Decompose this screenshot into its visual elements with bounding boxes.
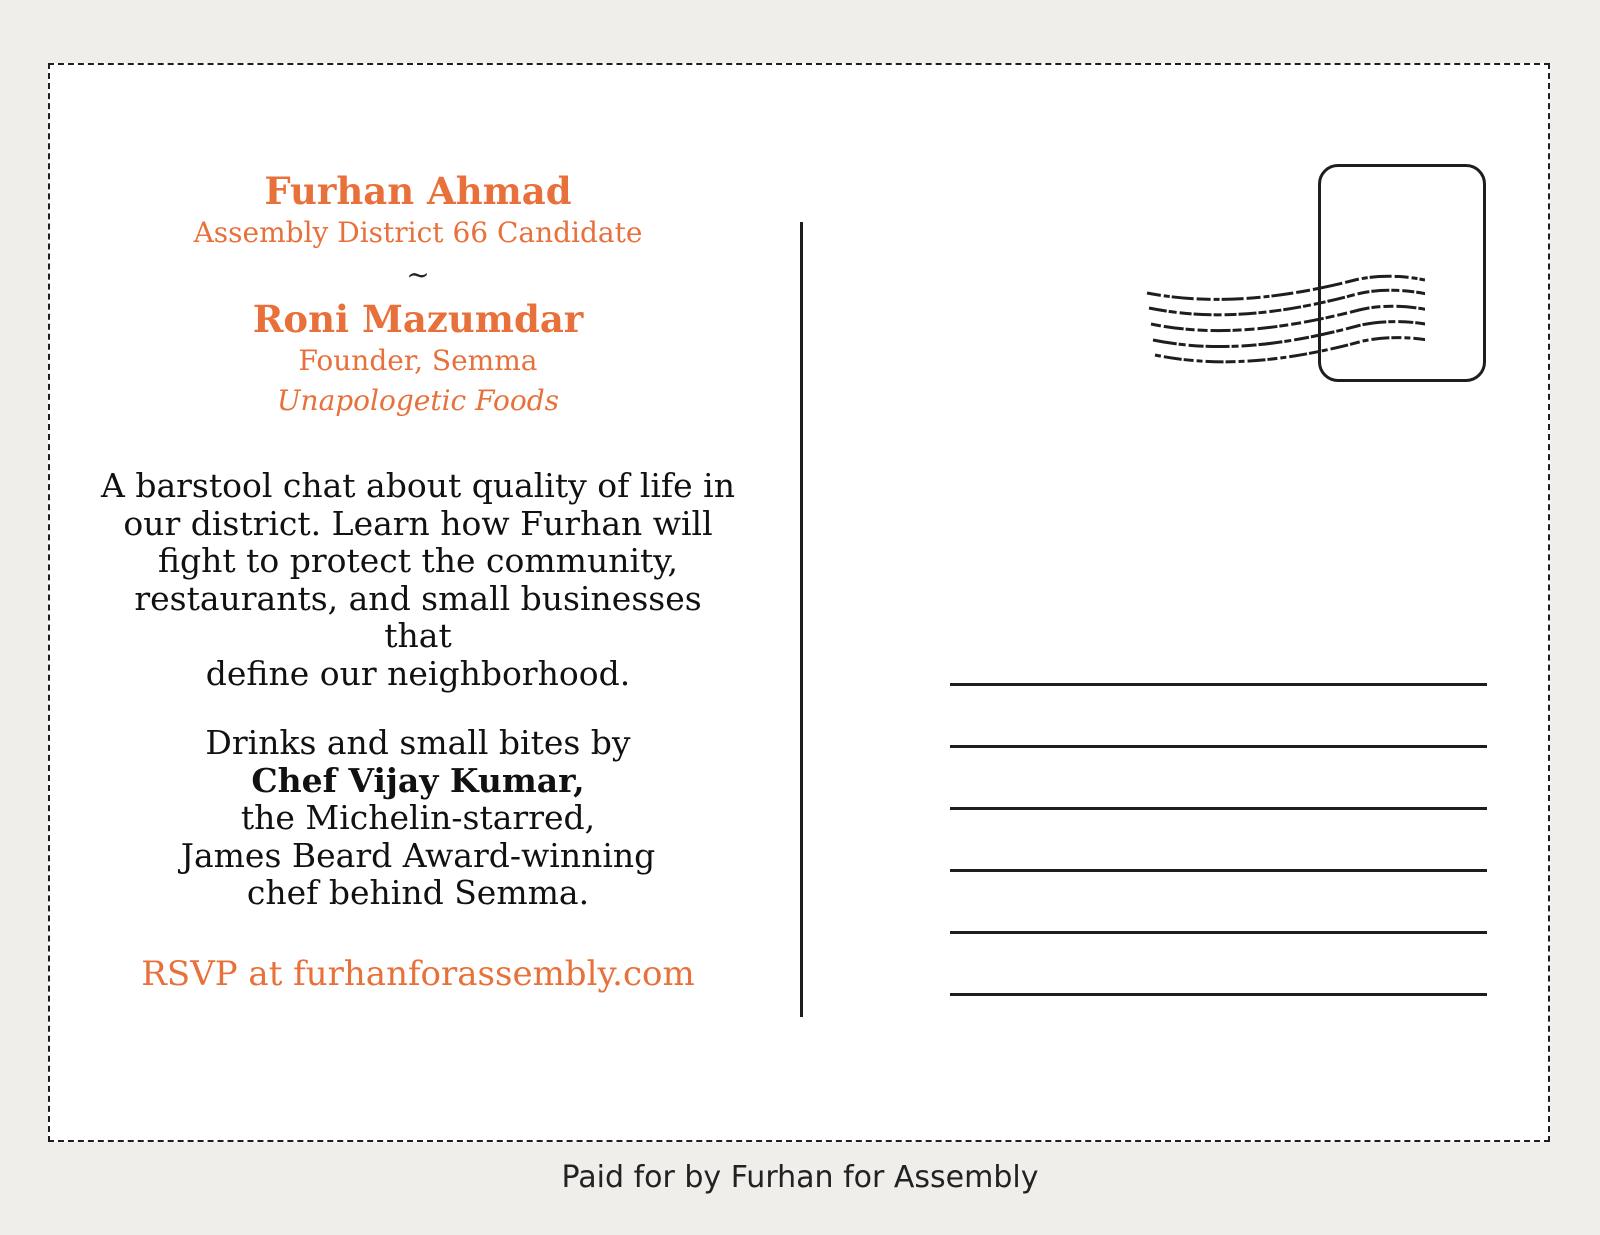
postmark-wave-icon — [1145, 270, 1425, 370]
postcard — [48, 63, 1550, 1142]
event-description — [100, 467, 736, 692]
description-line: fight to protect the community, — [157, 541, 679, 580]
address-line-4 — [950, 869, 1487, 872]
address-line-6 — [950, 993, 1487, 996]
chef-credential-2: James Beard Award-winning — [180, 835, 656, 875]
guest-company: Unapologetic Foods — [276, 384, 560, 417]
address-line-2 — [950, 745, 1487, 748]
address-line-3 — [950, 807, 1487, 810]
address-line-1 — [950, 683, 1487, 686]
host-title: Assembly District 66 Candidate — [193, 216, 643, 249]
description-line: A barstool chat about quality of life in — [101, 466, 735, 505]
food-info — [100, 724, 736, 912]
rsvp-link[interactable]: RSVP at furhanforassembly.com — [141, 953, 695, 994]
chef-credential-1: the Michelin-starred, — [240, 798, 596, 837]
separator: ~ — [406, 258, 430, 291]
food-intro: Drinks and small bites by — [205, 723, 631, 762]
address-line-5 — [950, 931, 1487, 934]
host-name: Furhan Ahmad — [264, 169, 572, 213]
description-line: restaurants, and small businesses that — [134, 578, 702, 655]
guest-name: Roni Mazumdar — [252, 297, 584, 341]
guest-title: Founder, Semma — [298, 344, 538, 377]
description-line: define our neighborhood. — [205, 653, 631, 693]
center-divider — [800, 222, 803, 1017]
description-line: our district. Learn how Furhan will — [123, 503, 713, 543]
chef-name: Chef Vijay Kumar, — [251, 760, 585, 800]
paid-for-disclaimer: Paid for by Furhan for Assembly — [561, 1160, 1039, 1195]
chef-credential-3: chef behind Semma. — [246, 873, 590, 912]
message-section — [100, 169, 736, 994]
